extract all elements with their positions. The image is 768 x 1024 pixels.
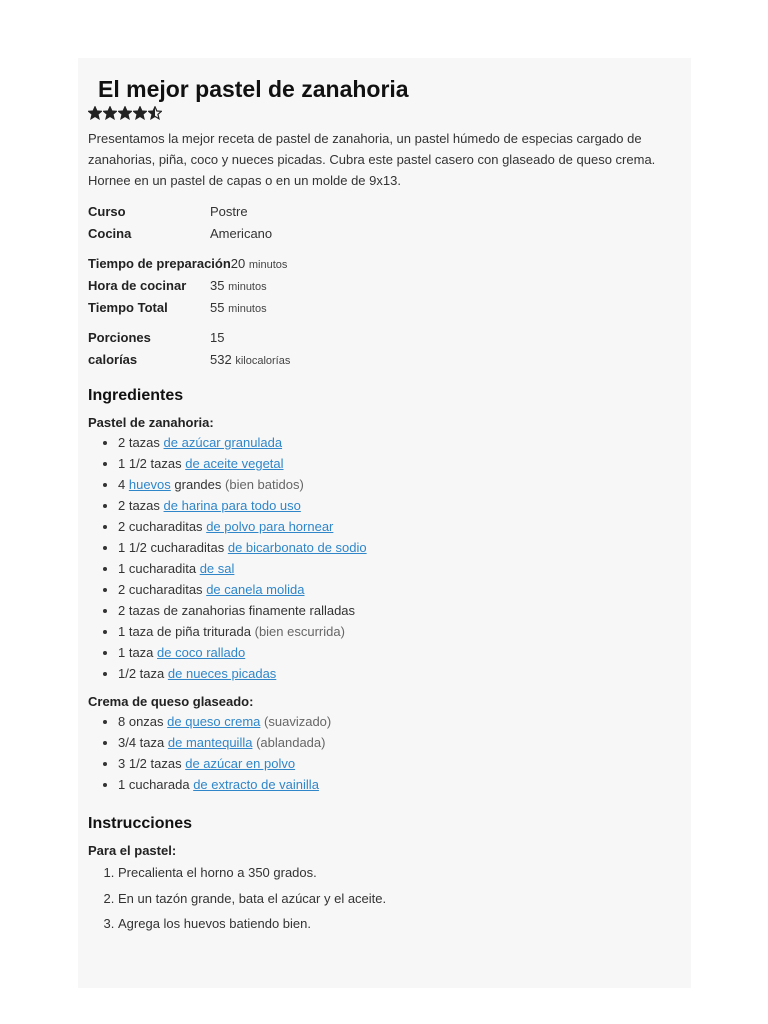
ingredient-link[interactable]: huevos [128,477,171,492]
ingredient-item [118,753,681,774]
ingredient-amount: 1 cucharada [118,777,190,792]
calories-unit: kilocalorías [235,355,291,367]
instruction-step: 1. Precalienta el horno a 350 grados. [118,860,681,886]
ingredient-item [118,642,681,663]
ingredient-amount: 1 taza [118,645,154,660]
meta-row-course [88,201,681,223]
star-rating[interactable] [88,106,681,124]
instructions-heading: Instrucciones [88,815,193,832]
meta-group-times [88,253,681,319]
star-full-icon[interactable] [103,106,117,120]
star-full-icon[interactable] [88,106,102,120]
ingredient-item [118,579,681,600]
meta-group-course [88,201,681,245]
meta-row-prep [88,253,681,275]
ingredient-link[interactable]: de azúcar granulada [163,435,283,450]
ingredient-link[interactable]: de canela molida [206,582,305,597]
prep-label: Tiempo de preparación [88,256,231,271]
ingredient-item [118,663,681,684]
total-unit: minutos [228,303,267,315]
ingredient-amount: 4 [118,477,126,492]
ingredients-heading: Ingredientes [88,387,184,404]
cuisine-value: Americano [210,226,273,241]
ingredients-group-frosting-title: Crema de queso glaseado: [88,694,254,709]
total-label: Tiempo Total [88,300,168,315]
cook-value [210,275,267,297]
ingredient-link[interactable]: de bicarbonato de sodio [227,540,367,555]
cook-label: Hora de cocinar [88,278,187,293]
ingredient-item [118,621,681,642]
prep-number: 20 [230,256,246,271]
ingredient-amount: 2 tazas [118,435,160,450]
ingredient-amount: 1 cucharadita [118,561,197,576]
ingredient-item [118,774,681,795]
ingredient-amount: 1 taza de piña triturada [118,624,251,639]
ingredient-item [118,516,681,537]
servings-value: 15 [210,330,225,345]
ingredient-amount: 1 1/2 cucharaditas [118,540,225,555]
recipe-summary: Presentamos la mejor receta de pastel de zanahoria, un pastel húmedo de especias cargado de zanahorias, piña, coco y nueces picadas. Cubra este pastel casero con glaseado de queso crema. Hornee en un pastel de capas o en un molde de 9x13. [88,131,656,188]
meta-row-cook [88,275,681,297]
ingredient-amount: 8 onzas [118,714,164,729]
ingredient-item [118,474,681,495]
cook-unit: minutos [228,281,267,293]
servings-label: Porciones [88,330,151,345]
star-full-icon[interactable] [118,106,132,120]
total-number: 55 [210,300,225,315]
ingredient-link[interactable]: de aceite vegetal [185,456,284,471]
ingredient-amount: 1 1/2 tazas [118,456,182,471]
ingredient-item [118,558,681,579]
cook-number: 35 [210,278,225,293]
course-value: Postre [210,204,248,219]
ingredient-amount: 1/2 taza [118,666,165,681]
ingredient-note: (bien escurrida) [254,624,345,639]
ingredient-tail: grandes [174,477,222,492]
meta-row-servings [88,327,681,349]
recipe-title: El mejor pastel de zanahoria [98,76,409,102]
course-label: Curso [88,204,126,219]
ingredient-amount: 2 cucharaditas [118,519,203,534]
ingredient-amount: 3/4 taza [118,735,165,750]
ingredient-link[interactable]: de coco rallado [157,645,246,660]
meta-group-nutrition [88,327,681,371]
ingredient-note: (bien batidos) [225,477,304,492]
star-half-icon[interactable] [148,106,162,120]
ingredient-item [118,432,681,453]
instruction-step: 3. Agrega los huevos batiendo bien. [118,911,681,937]
ingredient-item [118,711,681,732]
ingredient-note: (suavizado) [264,714,332,729]
ingredients-group-cake-title: Pastel de zanahoria: [88,415,214,430]
recipe-meta [88,201,681,371]
instructions-group-cake-title: Para el pastel: [88,843,177,858]
ingredient-item [118,600,681,621]
ingredient-link[interactable]: de azúcar en polvo [185,756,296,771]
ingredient-amount: 3 1/2 tazas [118,756,182,771]
ingredient-item [118,537,681,558]
ingredient-link[interactable]: de nueces picadas [167,666,277,681]
ingredients-list-frosting [88,711,681,795]
star-full-icon[interactable] [133,106,147,120]
meta-row-calories [88,349,681,371]
ingredient-item [118,495,681,516]
ingredients-list-cake [88,432,681,684]
total-value [210,297,267,319]
ingredient-link[interactable]: de extracto de vainilla [193,777,319,792]
meta-row-total [88,297,681,319]
calories-value [210,349,290,371]
prep-unit: minutos [248,259,288,271]
ingredient-link[interactable]: de sal [199,561,235,576]
ingredient-note: (ablandada) [256,735,326,750]
instruction-step: 2. En un tazón grande, bata el azúcar y el aceite. [118,886,681,912]
ingredient-amount: 2 tazas de zanahorias finamente ralladas [118,603,356,618]
ingredient-item [118,732,681,753]
ingredient-link[interactable]: de queso crema [167,714,261,729]
ingredient-link[interactable]: de polvo para hornear [206,519,334,534]
calories-number: 532 [210,352,232,367]
cuisine-label: Cocina [88,226,132,241]
ingredient-link[interactable]: de mantequilla [167,735,253,750]
ingredient-link[interactable]: de harina para todo uso [163,498,301,513]
calories-label: calorías [88,352,138,367]
prep-value [231,253,288,275]
instructions-list [88,860,681,937]
ingredient-item [118,453,681,474]
recipe-card [78,58,691,988]
ingredient-amount: 2 cucharaditas [118,582,203,597]
ingredient-amount: 2 tazas [118,498,160,513]
meta-row-cuisine [88,223,681,245]
